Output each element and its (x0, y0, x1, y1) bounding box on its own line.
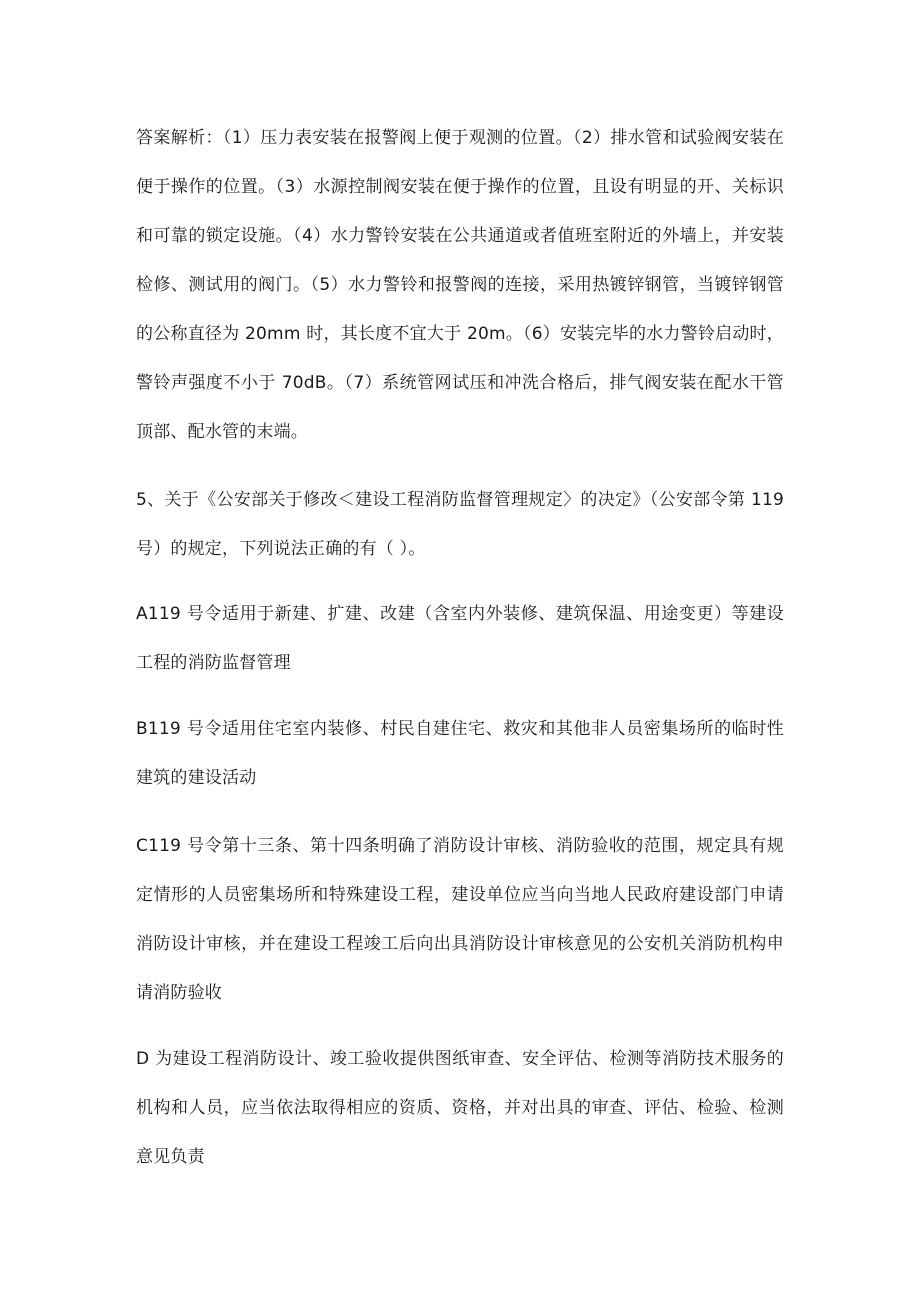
option-c-paragraph: C119 号令第十三条、第十四条明确了消防设计审核、消防验收的范围，规定具有规定情形的人员密集场所和特殊建设工程，建设单位应当向当地人民政府建设部门申请消防设计审核，并在建设工程竣工后向出具消防设计审核意见的公安机关消防机构申请消防验收 (136, 836, 784, 1003)
option-b-paragraph: B119 号令适用住宅室内装修、村民自建住宅、救灾和其他非人员密集场所的临时性建筑的建设活动 (136, 719, 784, 788)
option-a-paragraph: A119 号令适用于新建、扩建、改建（含室内外装修、建筑保温、用途变更）等建设工程的消防监督管理 (136, 604, 784, 673)
question-paragraph: 5、关于《公安部关于修改＜建设工程消防监督管理规定〉的决定》（公安部令第 119号）的规定，下列说法正确的有（ ）。 (136, 490, 784, 559)
answer-analysis-paragraph: 答案解析：（1）压力表安装在报警阀上便于观测的位置。（2）排水管和试验阀安装在便于操作的位置。（3）水源控制阀安装在便于操作的位置，且设有明显的开、关标识和可靠的锁定设施。（4）水力警铃安装在公共通道或者值班室附近的外墙上，并安装检修、测试用的阀门。（5）水力警铃和报警阀的连接，采用热镀锌钢管，当镀锌钢管的公称直径为 20mm 时，其长度不宜大于 20m。（6）安装完毕的水力警铃启动时，警铃声强度不小于 70dB。（7）系统管网试压和冲洗合格后，排气阀安装在配水干管顶部、配水管的末端。 (136, 128, 784, 442)
option-d-paragraph: D 为建设工程消防设计、竣工验收提供图纸审查、安全评估、检测等消防技术服务的机构和人员，应当依法取得相应的资质、资格，并对出具的审查、评估、检验、检测意见负责 (136, 1049, 784, 1167)
